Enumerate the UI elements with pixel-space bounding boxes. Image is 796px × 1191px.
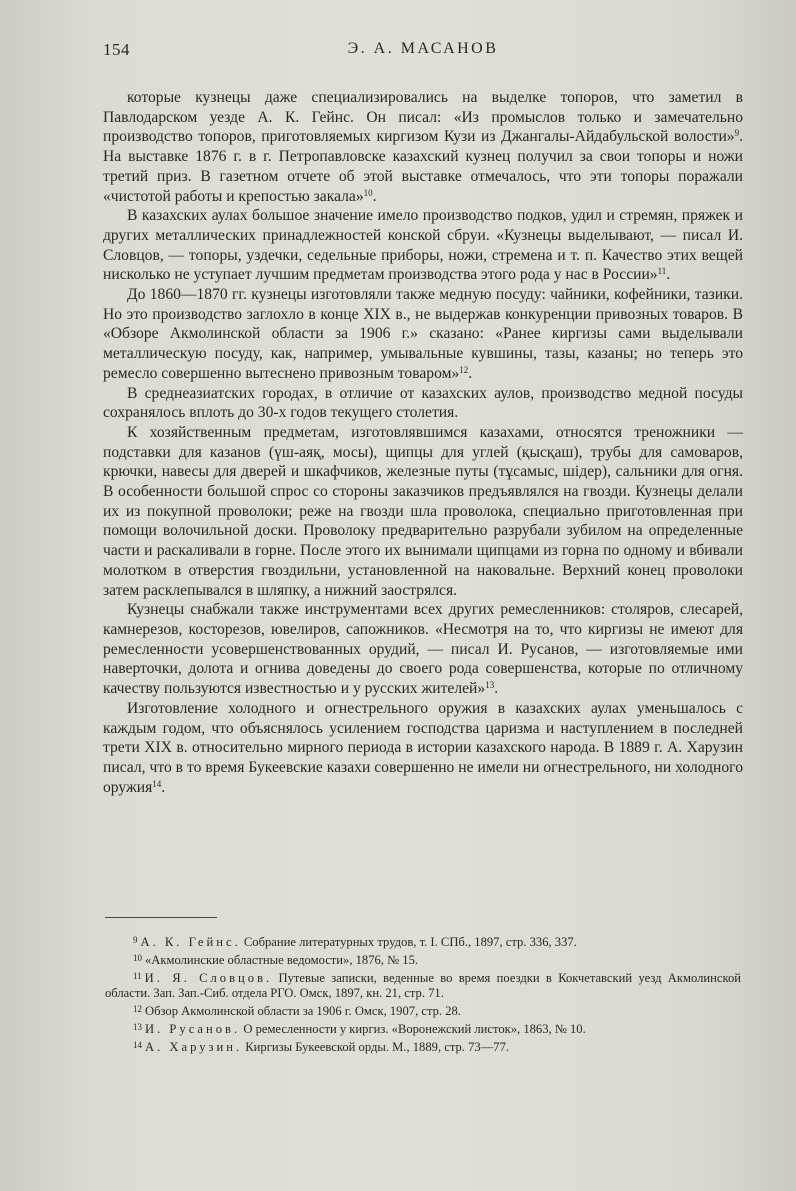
footnote-ref-10: 10: [363, 187, 373, 198]
footnote-ref-12: 12: [459, 364, 469, 375]
footnote-11: $^{11}$ И. Я. Словцов. Путевые записки, веденные во время поездки в Кокчетавский уезд Акмолинской области. Зап. Зап.-Сиб. отдела РГО. Омск, 1897, кн. 21, стр. 71.: [105, 970, 741, 1001]
footnote-12: $^{12}$ Обзор Акмолинской области за 1906 г. Омск, 1907, стр. 28.: [133, 1004, 461, 1019]
footnote-ref-11: 11: [657, 266, 667, 277]
footnote-divider: [105, 917, 217, 918]
paragraph-5: К хозяйственным предметам, изготовлявшимся казахами, относятся треножники — подставки для казанов (үш-аяқ, мосы), щипцы для углей (қысқаш), трубы для самоваров, крючки, навесы для дверей и шкафчиков, железные путы (тұсамыс, шідер), сальники для огня. В особенности большой спрос со стороны заказчиков предъявлялся на гвозди. Кузнецы делали их из покупной проволоки; реже на гвозди шла проволока, специально приготовленная при помощи волочильной доски. Проволоку предварительно разрубали зубилом на определенные части и раскаливали в горне. После этого их вынимали щипцами из горна по одному и вбивали молотком в отверстия гвоздильни, установленной на наковальне. Верхний конец проволоки затем расклепывался в шляпку, а нижний заострялся.: [103, 423, 743, 599]
body-text: [103, 88, 743, 797]
footnote-ref-14: 14: [152, 778, 162, 789]
footnote-10: $^{10}$ «Акмолинские областные ведомости», 1876, № 15.: [133, 952, 419, 967]
footnote-author: А. К. Гейнс.: [140, 935, 241, 949]
page-number: 154: [103, 40, 130, 59]
footnote-14: $^{14}$ А. Харузин. Киргизы Букеевской орды. М., 1889, стр. 73—77.: [133, 1039, 510, 1054]
footnotes: [105, 933, 741, 1056]
paragraph-2: В казахских аулах большое значение имело производство подков, удил и стремян, пряжек и других металлических принадлежностей конской сбруи. «Кузнецы выделывают, — писал И. Словцов, — топоры, уздечки, седельные приборы, ножи, стремена и т. п. Качество этих вещей нисколько не уступает лучшим предметам производства этого рода у нас в России»$^{11}$.: [103, 207, 743, 284]
footnote-13: $^{13}$ И. Русанов. О ремесленности у киргиз. «Воронежский листок», 1863, № 10.: [133, 1021, 586, 1036]
paragraph-6: Кузнецы снабжали также инструментами всех других ремесленников: столяров, слесарей, камнерезов, косторезов, ювелиров, сапожников. «Несмотря на то, что киргизы не имеют для ремесленности усовершенствованных орудий, — писал И. Русанов, — изготовляемые ими наверточки, долота и огнива доведены до своего рода совершенства, которые по отличному качеству пользуются известностью и у русских жителей»$^{13}$.: [103, 601, 743, 698]
footnote-9: $^9$ А. К. Гейнс. Собрание литературных трудов, т. I. СПб., 1897, стр. 336, 337.: [133, 935, 577, 949]
footnote-author: А. Харузин.: [145, 1039, 243, 1054]
page-header: [103, 40, 743, 66]
footnote-ref-9: 9: [734, 128, 740, 139]
footnote-author: И. Я. Словцов.: [144, 970, 273, 985]
paragraph-7: Изготовление холодного и огнестрельного оружия в казахских аулах уменьшалось с каждым годом, что объяснялось усилением господства царизма и наступлением в последней трети XIX в. относительно мирного периода в истории казахского народа. В 1889 г. А. Харузин писал, что в то время Букеевские казахи совершенно не имели ни огнестрельного, ни холодного оружия$^{14}$.: [103, 699, 743, 796]
paragraph-4: В среднеазиатских городах, в отличие от казахских аулов, производство медной посуды сохранялось вплоть до 30-х годов текущего столетия.: [103, 384, 743, 422]
running-title: Э. А. МАСАНОВ: [347, 40, 499, 57]
footnote-author: И. Русанов.: [145, 1021, 241, 1036]
paragraph-1: которые кузнецы даже специализировались на выделке топоров, что заметил в Павлодарском уезде А. К. Гейнс. Он писал: «Из промыслов только и замечательно производство топоров, приготовляемых киргизом Кузи из Джангалы-Айдабульской волости»$^9$. На выставке 1876 г. в г. Петропавловске казахский кузнец получил за свои топоры и ножи третий приз. В газетном отчете об этой выставке отмечалось, что эти топоры поражали «чистотой работы и крепостью закала»$^{10}$.: [103, 89, 743, 205]
footnote-ref-13: 13: [485, 680, 495, 691]
paragraph-3: До 1860—1870 гг. кузнецы изготовляли также медную посуду: чайники, кофейники, тазики. Но это производство заглохло в конце XIX в., не выдержав конкуренции привозных товаров. В «Обзоре Акмолинской области за 1906 г.» сказано: «Ранее киргизы сами выделывали металлическую посуду, как, например, умывальные кувшины, тазы, казаны; но теперь это ремесло совершенно вытеснено привозным товаром»$^{12}$.: [103, 286, 743, 382]
